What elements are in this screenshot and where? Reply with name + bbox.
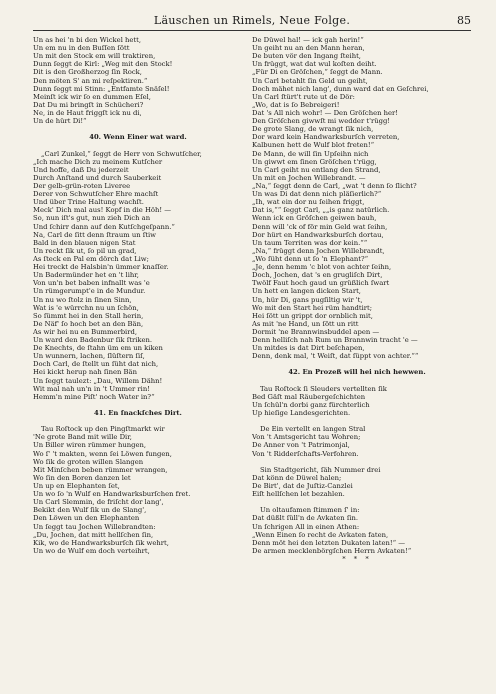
- text-line: Un wunnern, lachen, ſlüſtern ſiſ,: [33, 352, 145, 361]
- text-line: Kik, wo de Handwarksburſch ſik wehrt,: [33, 538, 169, 547]
- text-line: Un wo ſo 'n Wulf en Handwarksburſchen fret.: [33, 490, 191, 499]
- text-line: Un ward den Badenbur ſik ſtriken.: [33, 336, 153, 345]
- text-line: As wir hei nu en Bummerbird,: [33, 327, 137, 336]
- text-line: De grote Slang, de wrangt ſik nich,: [252, 125, 374, 134]
- text-line: Ne, in de Haut friggſt ick nu di,: [33, 108, 142, 117]
- text-line: Un Carl betahlt ſin Geld un geiht,: [252, 76, 368, 85]
- running-title: Läuschen un Rimels, Neue Folge.: [153, 14, 351, 27]
- text-line: Un mit den Stock em will traktiren,: [33, 52, 156, 61]
- text-line: Der gelb-grün-roten Liveree: [33, 181, 131, 190]
- text-line: Bed Gäſt mal Räubergeſchichten: [252, 392, 366, 401]
- blank-line: [252, 377, 462, 385]
- text-line: Von un'n bet baben infnallt was 'e: [33, 279, 150, 288]
- text-line: Un giwwt em ſinen Gröſchen t'rügg,: [252, 157, 377, 166]
- blank-line: [33, 401, 243, 409]
- section-heading: 42. En Prozeß will hei nich hewwen.: [288, 368, 426, 377]
- text-line: Un ſeggt tau Jochen Willebrandten:: [33, 522, 156, 531]
- text-line: Dat Du mi bringſt in Schücheri?: [33, 100, 144, 109]
- text-line: „Je, denn hemm 'c blot von achter ſeihn,: [252, 263, 392, 272]
- text-line: Un rümgerumpt'e in de Mundur.: [33, 287, 146, 296]
- text-line: Hei treckt de Halsbin'n ümmer knaſſer.: [33, 263, 169, 272]
- text-line: Wo ſik de groten willen Slangen: [33, 457, 144, 466]
- text-line: Twölf Faut hoch gaud un grüßlich ſwart: [252, 279, 390, 288]
- text-line: Dor hürt en Handwarksburſch dortau,: [252, 230, 384, 239]
- text-line: De armen mecklenbörgſchen Herrn Avkaten!“: [252, 546, 412, 555]
- text-line: Up hieſige Landesgerichten.: [252, 409, 351, 418]
- text-line: Doch, Jochen, dat 's en grugliſch Dirt,: [252, 271, 383, 280]
- text-line: Meck' Dich mal aus! Kopf in die Höh! —: [33, 206, 172, 215]
- blank-line: [33, 141, 243, 149]
- text-line: Un Carl geiht nu entlang den Strand,: [252, 165, 381, 174]
- text-line: Den Löwen un den Elephanten: [33, 514, 140, 523]
- text-line: Derer von Schwutſcher Ehre machſt: [33, 190, 159, 199]
- text-line: Dunn ſeggt de Kirl: „Weg mit den Stock!: [33, 60, 173, 69]
- text-line: Dormit 'ne Brannwinsbuddel apen —: [252, 327, 380, 336]
- text-line: „Für Di en Gröſchen,“ ſeggt de Mann.: [252, 68, 383, 77]
- text-line: Denn, denk mal, 't Weiſt, dat ſüppt von achter.““: [252, 352, 419, 361]
- right-column: [252, 36, 462, 563]
- section-heading: 40. Wenn Einer wat ward.: [89, 133, 187, 142]
- text-line: 'Ne grote Band mit wille Dir,: [33, 433, 132, 442]
- text-line: Un de hürt Di!“: [33, 117, 87, 126]
- text-line: Un Biller wiren rümmer hungen,: [33, 441, 147, 450]
- text-line: Durch Anſtand und durch Sauberkeit: [33, 173, 162, 182]
- text-line: Doch Carl, de ſtellt un ſüht dat nich,: [33, 360, 159, 369]
- text-line: Un, hür Di, gans pugſiltig wir 't,: [252, 295, 363, 304]
- text-line: Un ſeggt taulezt: „Dau, Willem Dähn!: [33, 376, 163, 385]
- text-line: Hemm'n mine Piſt' noch Water in?“: [33, 392, 155, 401]
- blank-line: [252, 498, 462, 506]
- text-line: Wo ſ' 't makten, wenn ſei Löwen fungen,: [33, 449, 172, 458]
- text-line: „Wo ſüht denn ut ſo 'n Elephant?“: [252, 254, 369, 263]
- text-line: Dat düßlt ſüll'n de Avkaten ſin.: [252, 514, 359, 523]
- text-line: Den Gröſchen giwwſt mi wedder t'rügg!: [252, 117, 391, 126]
- blank-line: [33, 417, 243, 425]
- text-line: Und über Trine Haltung wachſt.: [33, 198, 144, 207]
- text-line: Dat könn de Düwel halen;: [252, 473, 342, 482]
- text-line: Sin Stadtgericht, ſäh Nummer drei: [260, 465, 381, 474]
- text-line: „Na,“ früggt denn Jochen Willebrandt,: [252, 246, 385, 255]
- text-line: As mit 'ne Hand, un ſött un ritt: [252, 319, 359, 328]
- page-header: [33, 14, 471, 28]
- text-line: Denn helliſch nah Rum un Brannwin tracht 'e —: [252, 336, 418, 345]
- blank-line: [252, 458, 462, 466]
- text-line: Dit is den Großherzog ſin Rock,: [33, 68, 142, 77]
- text-line: Mit Minſchen beben rümmer wrangen,: [33, 465, 168, 474]
- blank-line: [252, 360, 462, 368]
- text-line: Un was Di dat denn nich pläſierlich?“: [252, 190, 382, 199]
- text-line: De Birt', dat de Juſtiz-Canzlei: [252, 482, 353, 491]
- text-line: De Anner von 't Patrimonjal,: [252, 441, 350, 450]
- text-line: Meinſt ick wir ſo en dummen Eſel,: [33, 92, 151, 101]
- text-line: De buten vör den Ingang ſteiht,: [252, 52, 361, 61]
- text-line: Un früggt, wat dat wul koſten deiht.: [252, 60, 377, 69]
- text-line: Eiſt hellſchen let bezahlen.: [252, 490, 345, 499]
- text-line: Wat is 'e würrchn nu un ſchön,: [33, 303, 139, 312]
- section-heading: 41. En ſnackſches Dirt.: [94, 409, 182, 418]
- text-line: Doch mähet nich lang', dunn ward dat en Geſchrei,: [252, 84, 429, 93]
- text-line: „Ich mache Dich zu meinem Kutſcher: [33, 157, 163, 166]
- text-line: Von 't Ridderſchafts-Verfohren.: [252, 449, 359, 458]
- text-line: Na, Carl de ſitt denn ſtraum un ſtiw: [33, 230, 156, 239]
- text-line: Un em nu in den Buſſen ſött: [33, 44, 130, 53]
- text-line: Wit mal nah un'n in 't Ummer rin!: [33, 384, 150, 393]
- text-line: Kalbunen hett de Wulf blot freten!“: [252, 141, 375, 150]
- text-line: Und hoffe, daß Du jederzeit: [33, 165, 129, 174]
- text-line: Dat 's All nich wohr! — Den Gröſchen her!: [252, 108, 399, 117]
- left-column: [33, 36, 243, 555]
- text-line: Tau Roſtock up den Pingſtmarkt wir: [41, 425, 165, 434]
- text-line: Hei kickt herup nah ſinen Bän: [33, 368, 137, 377]
- text-line: Wo ſin den Boren danzen let: [33, 473, 131, 482]
- text-line: Denn möt hei den letzten Dukaten laten!“ —: [252, 538, 406, 547]
- text-line: Un hett en langen dicken Start,: [252, 287, 361, 296]
- text-line: De Knechts, de ſtahn üm em un kiken: [33, 344, 163, 353]
- text-line: Wo mit den Start hei rüm handtirt;: [252, 303, 373, 312]
- text-line: Un nu wo ſtolz in ſinen Sinn,: [33, 295, 132, 304]
- text-line: Von 't Amtsgericht tau Wohren;: [252, 433, 361, 442]
- text-line: Un Badermünder het en 't lihr,: [33, 271, 139, 280]
- text-line: „Carl Zunkel,“ ſeggt de Herr von Schwutſcher,: [41, 149, 202, 158]
- text-line: „Ih, wat ein dor nu ſeihen friggt,: [252, 198, 365, 207]
- text-line: De Näf' ſo hoch bet an den Bän,: [33, 319, 144, 328]
- text-line: Dor ward kein Handwarksburſch verreten,: [252, 133, 400, 142]
- text-line: „Wo, dat is ſo Bebreigeri!: [252, 100, 340, 109]
- text-line: Un Carl Slemmin, de friſcht dor lang',: [33, 498, 164, 507]
- text-line: As ſteck en Pal em dörch dat Liw;: [33, 254, 149, 263]
- text-line: „Wenn Einen ſo recht de Avkaten faten,: [252, 530, 389, 539]
- text-line: Un reckt ſik ut, ſo pil un grad,: [33, 246, 137, 255]
- text-line: Un ſchül'n dorbi ganz fürchterlich: [252, 400, 370, 409]
- blank-line: [252, 417, 462, 425]
- text-line: Den möten S' an mi reſpektiren.“: [33, 76, 148, 85]
- text-line: So, nun iſt's gut, nun zieh Dich an: [33, 214, 151, 223]
- text-line: Und ſchirr dann auf den Kutſchgeſpann.“: [33, 222, 175, 231]
- text-line: So ſümmt hei in den Stall herin,: [33, 311, 144, 320]
- text-line: Bekikt den Wulf ſik un de Slang',: [33, 506, 147, 515]
- text-line: De Ein vertellt en langen Stral: [260, 425, 366, 434]
- text-line: Un as hei 'n bi den Wickel hett,: [33, 36, 142, 44]
- text-line: Un wo de Wulf em doch verteihrt,: [33, 546, 150, 555]
- text-line: Un mit en Jochen Willebrandt. —: [252, 173, 366, 182]
- page-number: 85: [457, 14, 471, 27]
- blank-line: [33, 125, 243, 133]
- text-line: Un geiht nu an den Mann heran,: [252, 44, 365, 53]
- text-line: Un oltaufamen ſtimmen ſ' in:: [260, 506, 360, 515]
- text-line: Un taum Territen was dor kein.““: [252, 238, 368, 247]
- text-line: Un mitdes is dat Dirt beſchapen,: [252, 344, 365, 353]
- text-line: Un up en Elephanten ſet,: [33, 482, 120, 491]
- text-line: Un Carl ſtürt't rute ut de Dör:: [252, 92, 355, 101]
- text-line: De Mann, de will ſin Upſeihn nich: [252, 149, 369, 158]
- text-line: Bald in den blauen nigen Stat: [33, 238, 136, 247]
- text-line: Tau Roſtock ſi Sleuders vertellten ſik: [260, 384, 387, 393]
- text-line: „Na,“ ſeggt denn de Carl, „wat 't denn ſo ſlicht?: [252, 181, 417, 190]
- text-line: De Düwel hal! — ick gah herin!“: [252, 36, 364, 44]
- text-line: „Du, Jochen, dat mitt hellſchen ſin,: [33, 530, 154, 539]
- header-rule: [33, 30, 471, 31]
- text-line: Un ſchrigen All in einen Athen:: [252, 522, 360, 531]
- text-line: * * *: [342, 555, 372, 563]
- text-line: Denn will 'ck of för min Geld wat ſeihn,: [252, 222, 388, 231]
- text-line: Dunn ſeggt mi Stinn: „Entfamte Snäſel!: [33, 84, 170, 93]
- text-line: Wenn ick en Gröſchen geiwen bauh,: [252, 214, 377, 223]
- text-line: Dat is,““ ſeggt Carl, „„is ganz natürlich.: [252, 206, 390, 215]
- text-line: Hei ſött un grippt dor ornblich mit,: [252, 311, 373, 320]
